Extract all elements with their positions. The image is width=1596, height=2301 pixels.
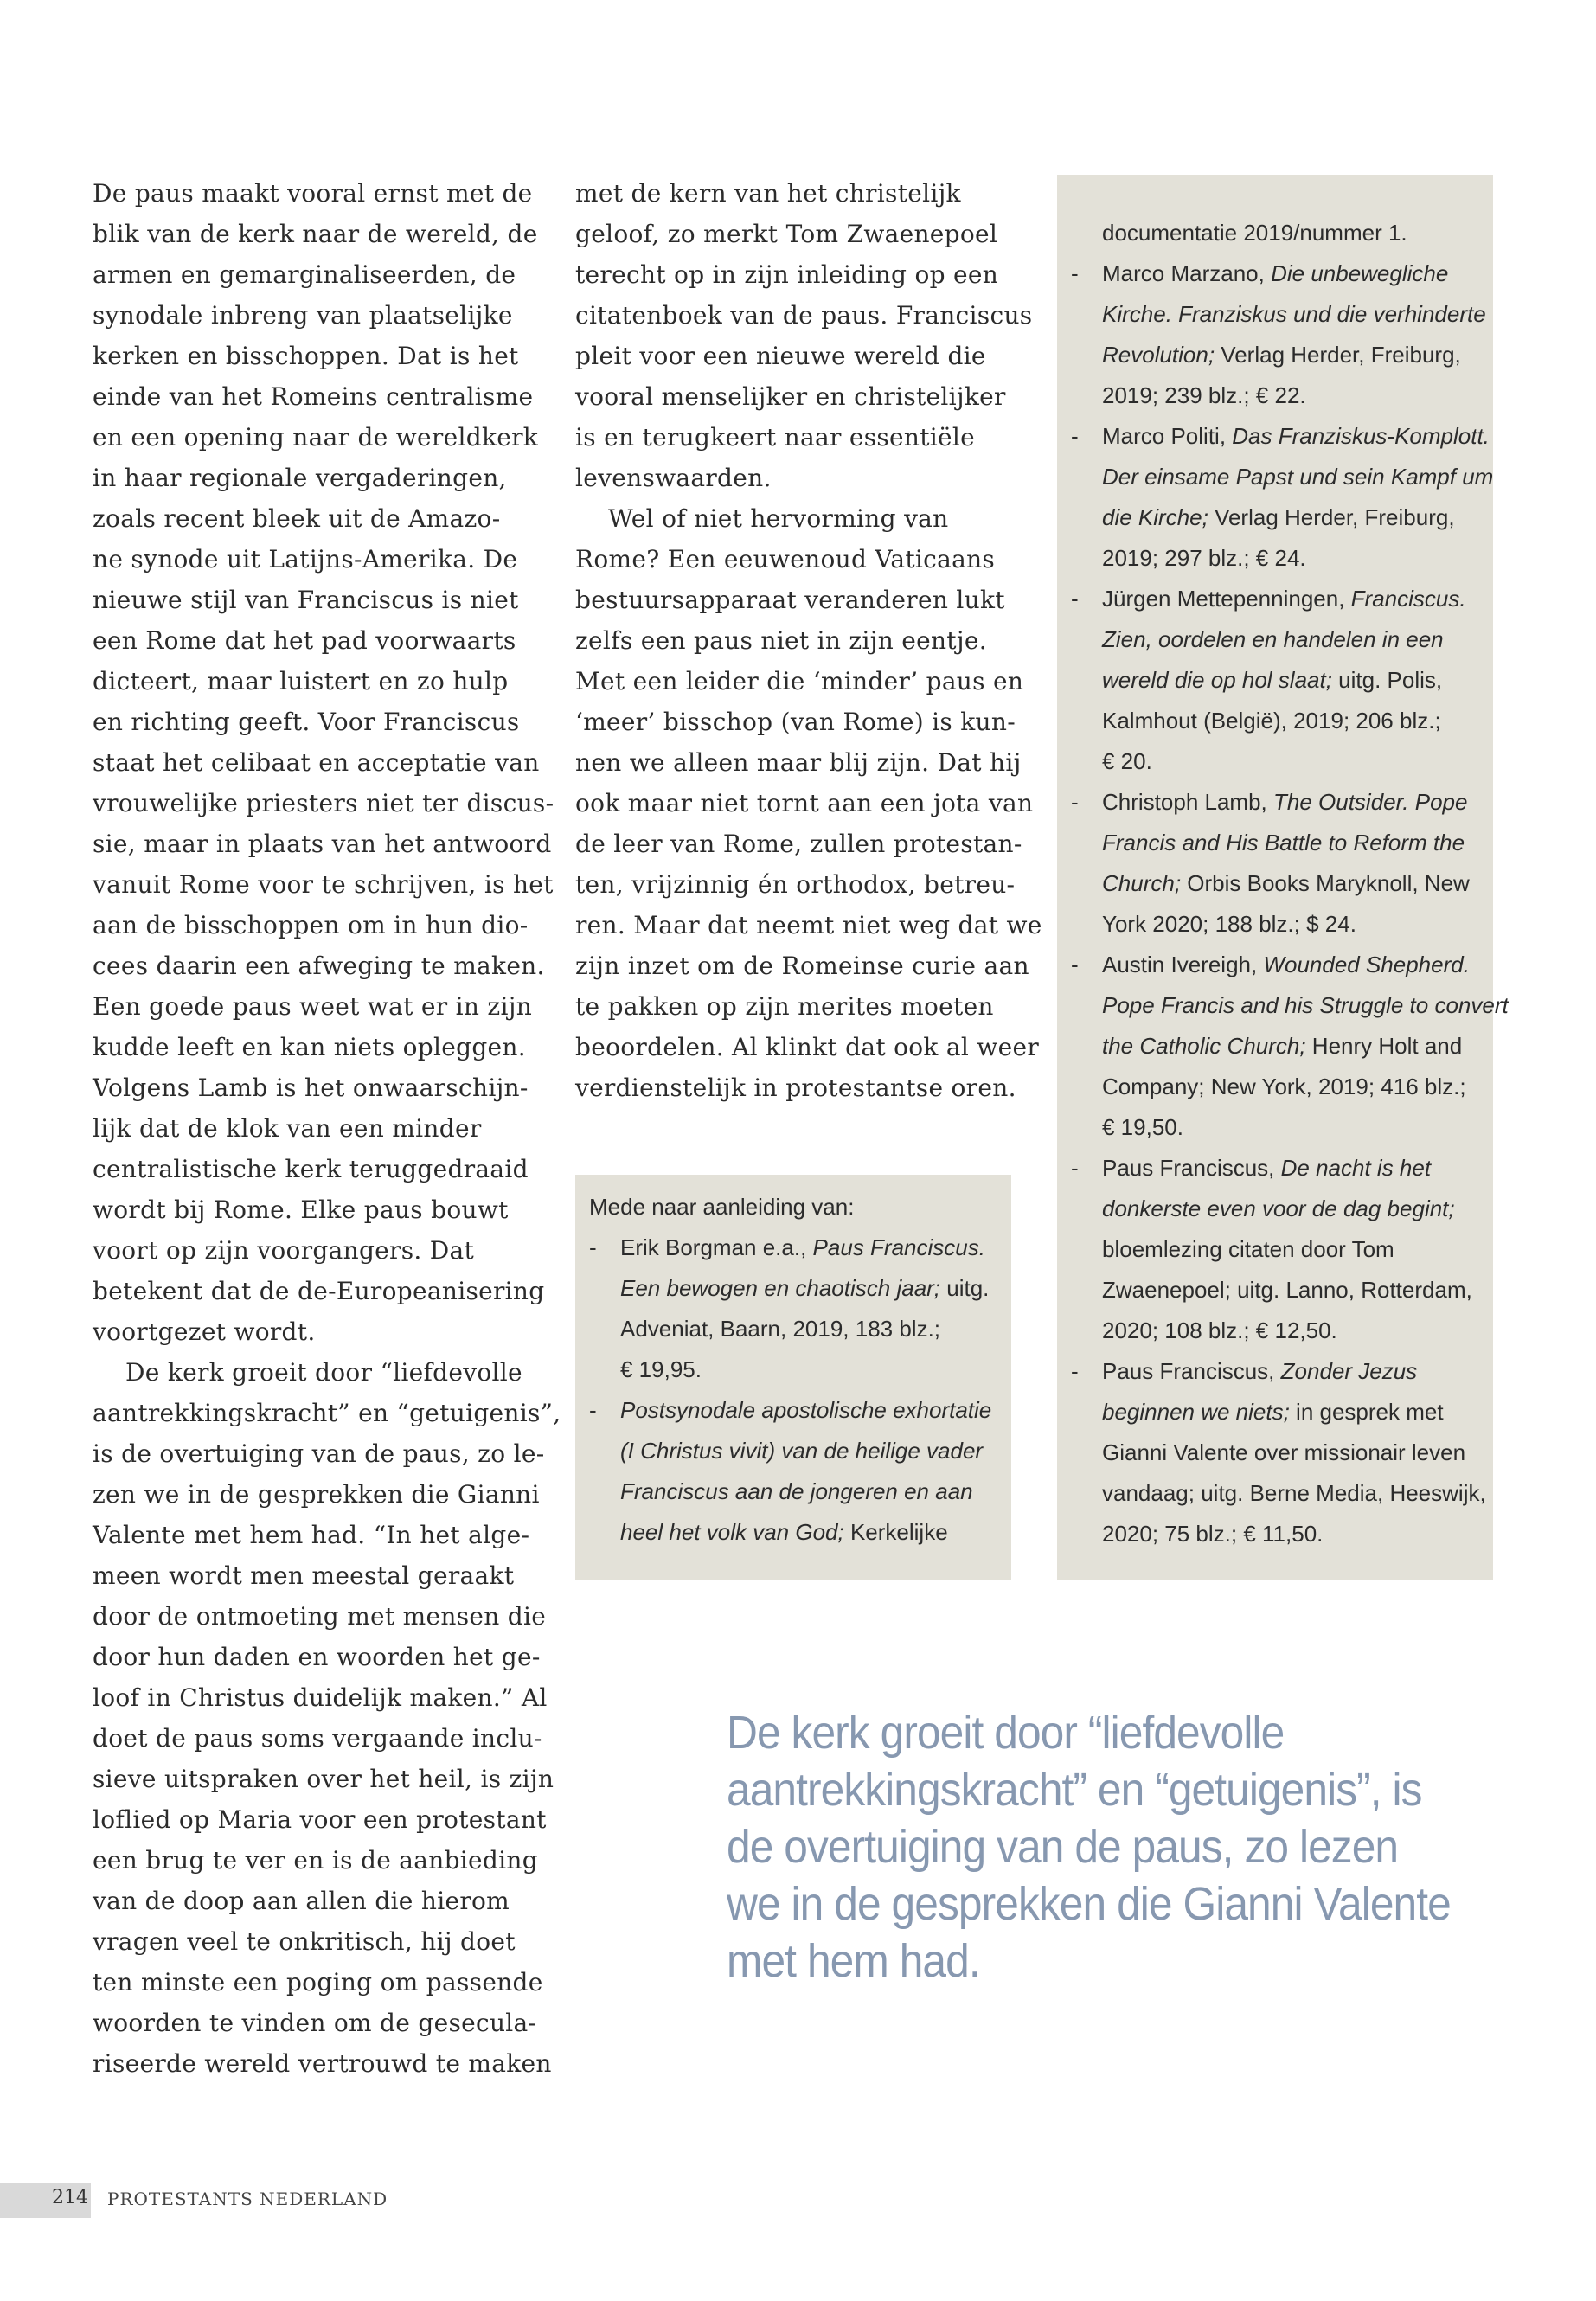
- list-dash: -: [589, 1234, 597, 1260]
- text-line: Jürgen Mettepenningen, Franciscus.: [1102, 586, 1466, 612]
- text-line: sie, maar in plaats van het antwoord: [93, 830, 552, 858]
- text-line: Volgens Lamb is het onwaarschijn-: [93, 1074, 529, 1102]
- text-line: citatenboek van de paus. Franciscus: [575, 301, 1033, 330]
- text-line: sieve uitspraken over het heil, is zijn: [93, 1765, 554, 1793]
- text-line: nieuwe stijl van Franciscus is niet: [93, 586, 519, 614]
- text-line: aan de bisschoppen om in hun dio-: [93, 911, 529, 939]
- text-line: staat het celibaat en acceptatie van: [93, 748, 540, 777]
- text-line: nen we alleen maar blij zijn. Dat hij: [575, 748, 1022, 777]
- text-line: door hun daden en woorden het ge-: [93, 1643, 541, 1671]
- article-column-2: [575, 173, 1042, 1108]
- list-dash: -: [1071, 1155, 1079, 1181]
- list-dash: -: [1071, 1358, 1079, 1384]
- sources-box-continued: [1057, 175, 1509, 1580]
- text-line: doet de paus soms vergaande inclu-: [93, 1724, 542, 1753]
- text-line: synodale inbreng van plaatselijke: [93, 301, 513, 330]
- text-line: Church; Orbis Books Maryknoll, New: [1102, 870, 1470, 896]
- list-dash: -: [1071, 260, 1079, 286]
- article-column-1: [93, 173, 561, 2084]
- source-item: [575, 1227, 1011, 1390]
- text-line: Adveniat, Baarn, 2019, 183 blz.;: [620, 1316, 941, 1342]
- source-item: [1057, 253, 1493, 416]
- text-line: (I Christus vivit) van de heilige vader: [620, 1438, 984, 1464]
- text-line: kerken en bisschoppen. Dat is het: [93, 342, 519, 370]
- text-line: Paus Franciscus, De nacht is het: [1102, 1155, 1432, 1181]
- text-line: ten, vrijzinnig én orthodox, betreu-: [575, 870, 1016, 899]
- text-line: Zwaenepoel; uitg. Lanno, Rotterdam,: [1102, 1277, 1472, 1303]
- pull-quote-line: De kerk groeit door “liefdevolle: [727, 1707, 1285, 1759]
- text-line: cees daarin een afweging te maken.: [93, 952, 545, 980]
- text-line: € 19,50.: [1102, 1114, 1183, 1140]
- text-line: zijn inzet om de Romeinse curie aan: [575, 952, 1029, 980]
- pull-quote-line: de overtuiging van de paus, zo lezen: [727, 1821, 1399, 1873]
- text-line: voortgezet wordt.: [93, 1317, 316, 1346]
- text-line: armen en gemarginaliseerden, de: [93, 260, 516, 289]
- text-line: een brug te ver en is de aanbieding: [93, 1846, 538, 1875]
- text-line: terecht op in zijn inleiding op een: [575, 260, 999, 289]
- paragraph: [93, 173, 554, 1352]
- text-line: en richting geeft. Voor Franciscus: [93, 708, 520, 736]
- text-line: in haar regionale vergaderingen,: [93, 464, 507, 492]
- text-line: Austin Ivereigh, Wounded Shepherd.: [1102, 952, 1470, 977]
- text-line: met de kern van het christelijk: [575, 179, 961, 208]
- text-line: meen wordt men meestal geraakt: [93, 1561, 515, 1590]
- text-line: heel het volk van God; Kerkelijke: [620, 1519, 948, 1545]
- list-dash: -: [589, 1397, 597, 1423]
- text-line: aantrekkingskracht” en “getuigenis”,: [93, 1399, 561, 1427]
- text-line: betekent dat de de-Europeanisering: [93, 1277, 545, 1305]
- text-line: wordt bij Rome. Elke paus bouwt: [93, 1195, 509, 1224]
- text-line: Zien, oordelen en handelen in een: [1102, 626, 1444, 652]
- text-line: 2019; 297 blz.; € 24.: [1102, 545, 1306, 571]
- text-line: door de ontmoeting met mensen die: [93, 1602, 547, 1631]
- text-line: 2020; 75 blz.; € 11,50.: [1102, 1521, 1324, 1547]
- text-line: Valente met hem had. “In het alge-: [93, 1521, 530, 1549]
- text-line: Marco Marzano, Die unbewegliche: [1102, 260, 1449, 286]
- text-line: woorden te vinden om de gesecula-: [93, 2009, 537, 2037]
- text-line: Rome? Een eeuwenoud Vaticaans: [575, 545, 996, 574]
- text-line: einde van het Romeins centralisme: [93, 382, 534, 411]
- source-item: [1057, 579, 1493, 782]
- text-line: € 19,95.: [620, 1356, 702, 1382]
- text-line: Christoph Lamb, The Outsider. Pope: [1102, 789, 1468, 815]
- text-line: pleit voor een nieuwe wereld die: [575, 342, 986, 370]
- text-line: Met een leider die ‘minder’ paus en: [575, 667, 1024, 695]
- text-line: zen we in de gesprekken die Gianni: [93, 1480, 540, 1509]
- list-dash: -: [1071, 423, 1079, 449]
- text-line: bestuursapparaat veranderen lukt: [575, 586, 1005, 614]
- text-line: Postsynodale apostolische exhortatie: [620, 1397, 992, 1423]
- text-line: van de doop aan allen die hierom: [93, 1887, 510, 1915]
- paragraph: [575, 498, 1042, 1108]
- text-line: ook maar niet tornt aan een jota van: [575, 789, 1034, 817]
- source-item: [1057, 1351, 1493, 1554]
- text-line: Een bewogen en chaotisch jaar; uitg.: [620, 1275, 990, 1301]
- text-line: De paus maakt vooral ernst met de: [93, 179, 533, 208]
- text-line: is en terugkeert naar essentiële: [575, 423, 976, 452]
- text-line: en een opening naar de wereldkerk: [93, 423, 539, 452]
- list-dash: -: [1071, 586, 1079, 612]
- pull-quote: [727, 1704, 1451, 1990]
- text-line: documentatie 2019/nummer 1.: [1102, 220, 1407, 246]
- text-line: beginnen we niets; in gesprek met: [1102, 1399, 1444, 1425]
- text-line: De kerk groeit door “liefdevolle: [125, 1358, 522, 1387]
- sources-heading: Mede naar aanleiding van:: [589, 1194, 855, 1220]
- pull-quote-line: met hem had.: [727, 1935, 980, 1987]
- text-line: 2020; 108 blz.; € 12,50.: [1102, 1317, 1337, 1343]
- text-line: lijk dat de klok van een minder: [93, 1114, 482, 1143]
- text-line: voort op zijn voorgangers. Dat: [93, 1236, 475, 1265]
- text-line: die Kirche; Verlag Herder, Freiburg,: [1102, 504, 1455, 530]
- text-line: ne synode uit Latijns-Amerika. De: [93, 545, 518, 574]
- text-line: Paus Franciscus, Zonder Jezus: [1102, 1358, 1418, 1384]
- text-line: Erik Borgman e.a., Paus Franciscus.: [620, 1234, 985, 1260]
- magazine-name: PROTESTANTS NEDERLAND: [107, 2189, 388, 2209]
- source-item: [1057, 416, 1493, 579]
- text-line: geloof, zo merkt Tom Zwaenepoel: [575, 220, 998, 248]
- text-line: zelfs een paus niet in zijn eentje.: [575, 626, 987, 655]
- text-line: vanuit Rome voor te schrijven, is het: [93, 870, 554, 899]
- text-line: ten minste een poging om passende: [93, 1968, 543, 1997]
- text-line: riseerde wereld vertrouwd te maken: [93, 2049, 552, 2078]
- text-line: loof in Christus duidelijk maken.” Al: [93, 1683, 548, 1712]
- text-line: bloemlezing citaten door Tom: [1102, 1236, 1394, 1262]
- text-line: beoordelen. Al klinkt dat ook al weer: [575, 1033, 1040, 1061]
- text-line: verdienstelijk in protestantse oren.: [575, 1074, 1016, 1102]
- text-line: vandaag; uitg. Berne Media, Heeswijk,: [1102, 1480, 1486, 1506]
- source-item: [1057, 1148, 1493, 1351]
- text-line: Franciscus aan de jongeren en aan: [620, 1478, 973, 1504]
- text-line: Marco Politi, Das Franziskus-Komplott.: [1102, 423, 1490, 449]
- text-line: Kalmhout (België), 2019; 206 blz.;: [1102, 708, 1441, 734]
- source-item: [575, 1390, 1011, 1553]
- text-line: donkerste even voor de dag begint;: [1102, 1195, 1455, 1221]
- text-line: Kirche. Franziskus und die verhinderte: [1102, 301, 1486, 327]
- text-line: Francis and His Battle to Reform the: [1102, 830, 1465, 856]
- text-line: Der einsame Papst und sein Kampf um: [1102, 464, 1494, 490]
- text-line: dicteert, maar luistert en zo hulp: [93, 667, 509, 695]
- text-line: Een goede paus weet wat er in zijn: [93, 992, 533, 1021]
- text-line: Pope Francis and his Struggle to convert: [1102, 992, 1509, 1018]
- text-line: € 20.: [1102, 748, 1152, 774]
- page-number: 214: [52, 2187, 88, 2208]
- text-line: blik van de kerk naar de wereld, de: [93, 220, 538, 248]
- text-line: zoals recent bleek uit de Amazo-: [93, 504, 501, 533]
- text-line: levenswaarden.: [575, 464, 772, 492]
- text-line: een Rome dat het pad voorwaarts: [93, 626, 516, 655]
- list-dash: -: [1071, 952, 1079, 977]
- sources-box: [575, 1175, 1011, 1580]
- text-line: Gianni Valente over missionair leven: [1102, 1439, 1466, 1465]
- list-dash: -: [1071, 789, 1079, 815]
- text-line: centralistische kerk teruggedraaid: [93, 1155, 529, 1183]
- text-line: vragen veel te onkritisch, hij doet: [93, 1927, 516, 1956]
- paragraph: [93, 1352, 561, 2084]
- paragraph: [575, 173, 1033, 498]
- text-line: Revolution; Verlag Herder, Freiburg,: [1102, 342, 1461, 368]
- text-line: ren. Maar dat neemt niet weg dat we: [575, 911, 1042, 939]
- text-line: wereld die op hol slaat; uitg. Polis,: [1102, 667, 1443, 693]
- pull-quote-line: aantrekkingskracht” en “getuigenis”, is: [727, 1764, 1422, 1816]
- text-line: 2019; 239 blz.; € 22.: [1102, 382, 1306, 408]
- text-line: is de overtuiging van de paus, zo le-: [93, 1439, 545, 1468]
- text-line: loflied op Maria voor een protestant: [93, 1805, 547, 1834]
- text-line: York 2020; 188 blz.; $ 24.: [1102, 911, 1356, 937]
- pull-quote-line: we in de gesprekken die Gianni Valente: [727, 1878, 1451, 1930]
- text-line: vooral menselijker en christelijker: [575, 382, 1006, 411]
- text-line: Wel of niet hervorming van: [608, 504, 949, 533]
- text-line: kudde leeft en kan niets opleggen.: [93, 1033, 526, 1061]
- text-line: vrouwelijke priesters niet ter discus-: [93, 789, 554, 817]
- text-line: ‘meer’ bisschop (van Rome) is kun-: [575, 708, 1016, 736]
- text-line: Company; New York, 2019; 416 blz.;: [1102, 1074, 1466, 1099]
- text-line: de leer van Rome, zullen protestan-: [575, 830, 1022, 858]
- source-item: [1057, 782, 1493, 945]
- text-line: the Catholic Church; Henry Holt and: [1102, 1033, 1463, 1059]
- text-line: te pakken op zijn merites moeten: [575, 992, 994, 1021]
- source-item: [1057, 945, 1509, 1148]
